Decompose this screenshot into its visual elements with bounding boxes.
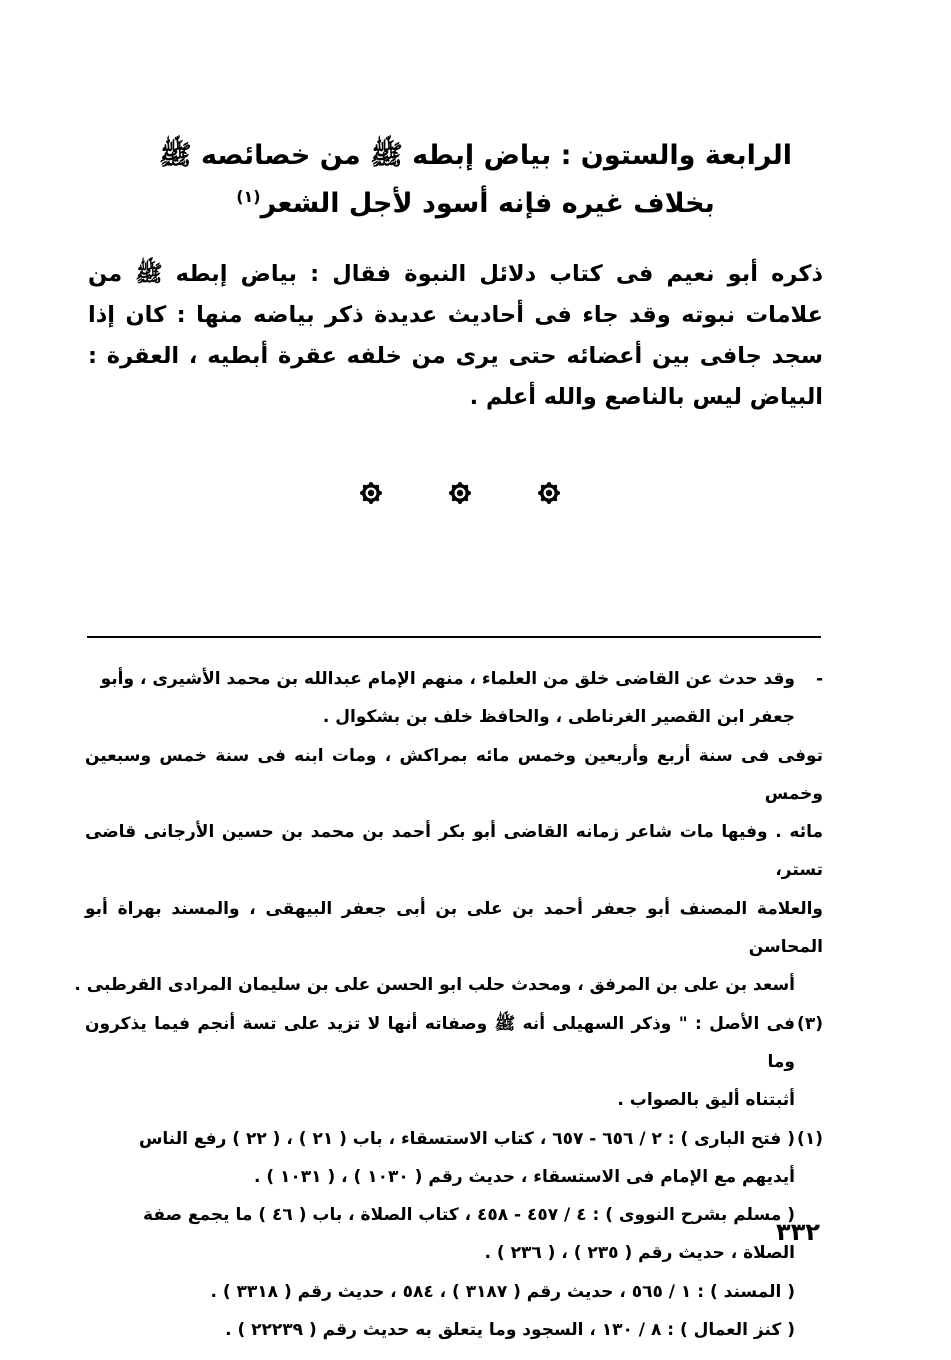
footnote-body [85, 1005, 795, 1120]
section-divider-ornaments [360, 482, 560, 516]
ornament-flower-icon [449, 482, 471, 504]
footnote-line: أثبتناه أليق بالصواب . [617, 1090, 795, 1111]
heading-footnote-ref: (١) [236, 187, 261, 206]
footnote-separator [87, 636, 821, 638]
footnote-line: أيديهم مع الإمام فى الاستسقاء ، حديث رقم ( ١٠٣٠ ) ، ( ١٠٣١ ) . [253, 1166, 795, 1187]
footnote-marker: (٣) [797, 1013, 823, 1034]
ornament-flower-icon [360, 482, 382, 504]
body-paragraph: ذكره أبو نعيم فى كتاب دلائل النبوة فقال : بياض إبطه ﷺ من علامات نبوته وقد جاء فى أحاديث عديدة ذكر بياضه منها : كان إذا سجد جافى بين أعضائه حتى يرى من خلفه عقرة أبطيه ، العقرة : البياض ليس بالناصع والله أعلم . [88, 261, 823, 410]
footnote-line: ( مسلم بشرح النووى ) : ٤ / ٤٥٧ - ٤٥٨ ، كتاب الصلاة ، باب ( ٤٦ ) ما يجمع صفة [143, 1205, 795, 1226]
footnote-line: أسعد بن على بن المرفق ، ومحدث حلب ابو الحسن على بن سليمان المرادى القرطبى . [74, 975, 795, 996]
footnote-continued [85, 660, 823, 737]
section-heading [100, 132, 851, 228]
ornament-flower-icon [538, 482, 560, 504]
heading-line-2 [100, 180, 851, 228]
page-number: ٣٣٢ [776, 1218, 820, 1246]
heading-line-2-text: بخلاف غيره فإنه أسود لأجل الشعر [260, 188, 715, 219]
footnote-body [85, 1120, 795, 1350]
footnote-line: ( المسند ) : ١ / ٥٦٥ ، حديث رقم ( ٣١٨٧ ) ، ٥٨٤ ، حديث رقم ( ٣٣١٨ ) . [210, 1281, 795, 1302]
footnote-line: الصلاة ، حديث رقم ( ٢٣٥ ) ، ( ٢٣٦ ) . [484, 1243, 795, 1264]
footnote-line: مائه . وفيها مات شاعر زمانه القاضى أبو بكر أحمد بن محمد بن حسين الأرجانى قاضى تستر، [85, 822, 823, 881]
footnote-marker: (١) [797, 1128, 823, 1149]
footnote-3 [85, 1005, 823, 1120]
footnote-1 [85, 1120, 823, 1350]
footnote-line: ( كنز العمال ) : ٨ / ١٣٠ ، السجود وما يتعلق به حديث رقم ( ٢٢٢٣٩ ) . [225, 1320, 795, 1341]
footnote-line: فى الأصل : " وذكر السهيلى أنه ﷺ وصفاته أنها لا تزيد على تسة أنجم فيما يذكرون وما [85, 1013, 795, 1072]
footnote-line: والعلامة المصنف أبو جعفر أحمد بن على بن أبى جعفر البيهقى ، والمسند بهراة أبو المحاسن [85, 898, 823, 958]
footnote-line: جعفر ابن القصير الغرناطى ، والحافظ خلف بن بشكوال . [322, 707, 795, 728]
footnote-line: ( فتح البارى ) : ٢ / ٦٥٦ - ٦٥٧ ، كتاب الاستسقاء ، باب ( ٢١ ) ، ( ٢٢ ) رفع الناس [138, 1128, 795, 1149]
footnote-dash: - [815, 669, 823, 689]
footnotes-block [74, 660, 823, 1349]
heading-line-1: الرابعة والستون : بياض إبطه ﷺ من خصائصه ﷺ [158, 140, 793, 171]
footnote-line: وقد حدث عن القاضى خلق من العلماء ، منهم الإمام عبدالله بن محمد الأشيرى ، وأبو [100, 669, 795, 689]
footnote-body [85, 660, 795, 737]
footnote-paragraph [74, 737, 823, 1005]
footnote-line: توفى فى سنة أربع وأربعين وخمس مائه بمراكش ، ومات ابنه فى سنة خمس وسبعين وخمس [85, 745, 823, 804]
